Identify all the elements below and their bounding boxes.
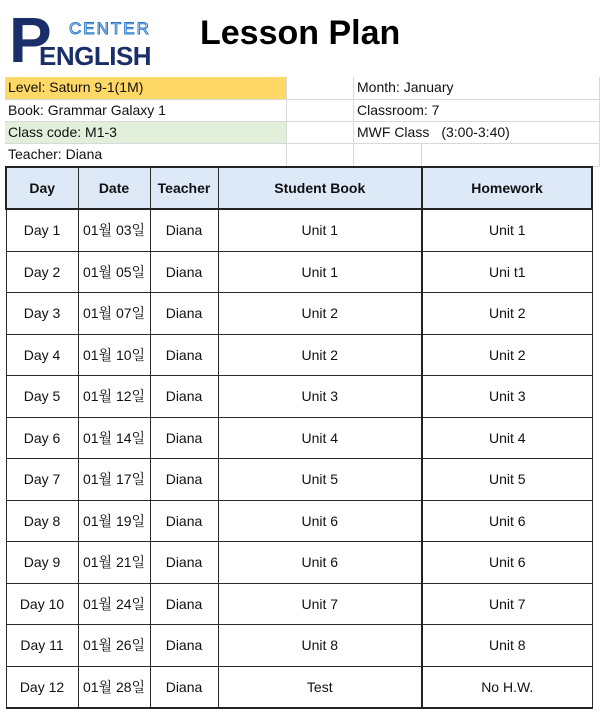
student-book-cell[interactable]: Unit 8 [218, 625, 422, 667]
column-header-day[interactable]: Day [6, 167, 78, 209]
table-row [6, 376, 592, 418]
empty-cell[interactable] [287, 122, 354, 144]
day-cell[interactable]: Day 12 [6, 666, 78, 708]
day-cell[interactable]: Day 9 [6, 542, 78, 584]
empty-cell[interactable] [354, 144, 422, 167]
date-cell[interactable]: 01월 12일 [78, 376, 150, 418]
homework-cell[interactable]: Unit 8 [422, 625, 592, 667]
date-cell[interactable]: 01월 26일 [78, 625, 150, 667]
date-cell[interactable]: 01월 07일 [78, 293, 150, 335]
homework-cell[interactable]: Unit 2 [422, 293, 592, 335]
date-cell[interactable]: 01월 10일 [78, 334, 150, 376]
class-code-cell[interactable]: Class code: M1-3 [5, 122, 287, 144]
date-cell[interactable]: 01월 05일 [78, 251, 150, 293]
homework-cell[interactable]: Uni t1 [422, 251, 592, 293]
table-row [6, 583, 592, 625]
teacher-cell[interactable]: Diana [150, 625, 218, 667]
day-cell[interactable]: Day 7 [6, 459, 78, 501]
level-cell[interactable]: Level: Saturn 9-1(1M) [5, 77, 287, 100]
day-cell[interactable]: Day 10 [6, 583, 78, 625]
homework-cell[interactable]: No H.W. [422, 666, 592, 708]
homework-cell[interactable]: Unit 3 [422, 376, 592, 418]
empty-cell[interactable] [287, 144, 354, 167]
day-cell[interactable]: Day 6 [6, 417, 78, 459]
class-time: (3:00-3:40) [441, 124, 510, 140]
column-header-date[interactable]: Date [78, 167, 150, 209]
teacher-cell[interactable]: Diana [150, 209, 218, 251]
date-cell[interactable]: 01월 03일 [78, 209, 150, 251]
table-row [6, 251, 592, 293]
column-header-teacher[interactable]: Teacher [150, 167, 218, 209]
logo-letter: P [9, 4, 50, 76]
table-row [6, 334, 592, 376]
column-header-student-book[interactable]: Student Book [218, 167, 422, 209]
empty-cell[interactable] [422, 144, 600, 167]
student-book-cell[interactable]: Unit 1 [218, 209, 422, 251]
teacher-cell[interactable]: Diana [150, 293, 218, 335]
homework-cell[interactable]: Unit 5 [422, 459, 592, 501]
homework-cell[interactable]: Unit 6 [422, 542, 592, 584]
teacher-cell[interactable]: Diana [150, 417, 218, 459]
day-cell[interactable]: Day 3 [6, 293, 78, 335]
day-cell[interactable]: Day 2 [6, 251, 78, 293]
empty-cell[interactable] [287, 77, 354, 100]
table-header-row [6, 167, 592, 209]
student-book-cell[interactable]: Unit 3 [218, 376, 422, 418]
date-cell[interactable]: 01월 28일 [78, 666, 150, 708]
class-info-grid [0, 77, 600, 167]
day-cell[interactable]: Day 1 [6, 209, 78, 251]
teacher-cell[interactable]: Diana [150, 542, 218, 584]
column-header-homework[interactable]: Homework [422, 167, 592, 209]
teacher-cell[interactable]: Diana [150, 500, 218, 542]
day-cell[interactable]: Day 5 [6, 376, 78, 418]
date-cell[interactable]: 01월 14일 [78, 417, 150, 459]
date-cell[interactable]: 01월 21일 [78, 542, 150, 584]
teacher-cell[interactable]: Diana [150, 666, 218, 708]
table-row [6, 666, 592, 708]
month-cell[interactable]: Month: January [354, 77, 600, 100]
homework-cell[interactable]: Unit 4 [422, 417, 592, 459]
student-book-cell[interactable]: Unit 1 [218, 251, 422, 293]
empty-cell[interactable] [287, 100, 354, 122]
teacher-cell[interactable]: Diana [150, 583, 218, 625]
student-book-cell[interactable]: Unit 7 [218, 583, 422, 625]
homework-cell[interactable]: Unit 6 [422, 500, 592, 542]
table-row [6, 542, 592, 584]
homework-cell[interactable]: Unit 1 [422, 209, 592, 251]
table-row [6, 500, 592, 542]
table-row [6, 209, 592, 251]
teacher-cell[interactable]: Teacher: Diana [5, 144, 287, 167]
student-book-cell[interactable]: Unit 2 [218, 293, 422, 335]
student-book-cell[interactable]: Unit 6 [218, 500, 422, 542]
student-book-cell[interactable]: Unit 2 [218, 334, 422, 376]
teacher-cell[interactable]: Diana [150, 459, 218, 501]
logo-english-text: ENGLISH [39, 41, 152, 71]
table-row [6, 293, 592, 335]
table-row [6, 417, 592, 459]
sheet-header [0, 0, 600, 78]
day-cell[interactable]: Day 11 [6, 625, 78, 667]
lesson-schedule-table [5, 166, 593, 709]
book-cell[interactable]: Book: Grammar Galaxy 1 [5, 100, 287, 122]
table-row [6, 459, 592, 501]
homework-cell[interactable]: Unit 7 [422, 583, 592, 625]
student-book-cell[interactable]: Unit 6 [218, 542, 422, 584]
date-cell[interactable]: 01월 17일 [78, 459, 150, 501]
day-cell[interactable]: Day 4 [6, 334, 78, 376]
teacher-cell[interactable]: Diana [150, 334, 218, 376]
student-book-cell[interactable]: Unit 4 [218, 417, 422, 459]
date-cell[interactable]: 01월 24일 [78, 583, 150, 625]
classroom-cell[interactable]: Classroom: 7 [354, 100, 600, 122]
english-center-logo [9, 4, 152, 76]
class-type: MWF Class [357, 124, 430, 140]
teacher-cell[interactable]: Diana [150, 251, 218, 293]
table-row [6, 625, 592, 667]
logo-center-text: CENTER [69, 19, 151, 38]
date-cell[interactable]: 01월 19일 [78, 500, 150, 542]
day-cell[interactable]: Day 8 [6, 500, 78, 542]
student-book-cell[interactable]: Test [218, 666, 422, 708]
page-title: Lesson Plan [200, 14, 401, 52]
homework-cell[interactable]: Unit 2 [422, 334, 592, 376]
class-schedule-cell[interactable] [354, 122, 600, 144]
student-book-cell[interactable]: Unit 5 [218, 459, 422, 501]
teacher-cell[interactable]: Diana [150, 376, 218, 418]
